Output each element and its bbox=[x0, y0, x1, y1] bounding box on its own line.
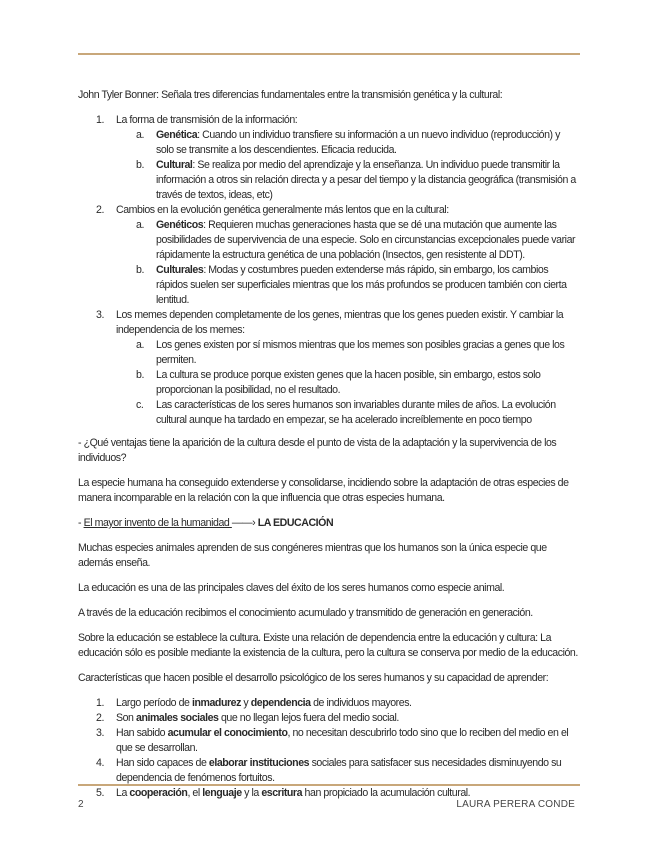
paragraph: Características que hacen posible el desarrollo psicológico de los seres humanos y su capacidad de aprender: bbox=[78, 672, 549, 684]
feature-item: 5. La cooperación, el lenguaje y la escritura han propiciado la acumulación cultural. bbox=[96, 787, 471, 799]
document-body bbox=[78, 88, 578, 801]
feature-item: 3. Han sabido acumular el conocimiento, no necesitan descubrirlo todo sino que lo reciben del medio en el que se desarrollan. bbox=[96, 727, 569, 754]
sub-list-item: c. Las características de los seres humanos son invariables durante miles de años. La evolución cultural aunque ha tardado en empezar, se ha acelerado increíblemente en poco tiempo bbox=[136, 399, 556, 426]
question-paragraph: - ¿Qué ventajas tiene la aparición de la cultura desde el punto de vista de la adaptación y la supervivencia de los individuos? bbox=[78, 437, 557, 464]
invento-line: - El mayor invento de la humanidad ——› LA EDUCACIÓN bbox=[78, 517, 334, 529]
paragraph: A través de la educación recibimos el conocimiento acumulado y transmitido de generación en generación. bbox=[78, 607, 533, 619]
paragraph: Sobre la educación se establece la cultura. Existe una relación de dependencia entre la educación y cultura: La educación sólo es posible mediante la existencia de la cultura, pero la cultura se conserva por medio de la educación. bbox=[78, 632, 578, 659]
sub-list-item: b. La cultura se produce porque existen genes que la hacen posible, sin embargo, estos solo proporcionan la posibilidad, no el resultado. bbox=[136, 369, 541, 396]
sub-list-item: a. Genética: Cuando un individuo transfiere su información a un nuevo individuo (reproducción) y solo se transmite a los descendientes. Eficacia reducida. bbox=[136, 129, 560, 156]
paragraph: Muchas especies animales aprenden de sus congéneres mientras que los humanos son la única especie que además enseña. bbox=[78, 542, 547, 569]
list-item: 3. Los memes dependen completamente de los genes, mientras que los genes pueden existir. Y cambiar la independencia de los memes: bbox=[96, 309, 564, 336]
sub-list-item: b. Culturales: Modas y costumbres pueden extenderse más rápido, sin embargo, los cambios rápidos suelen ser superficiales mientras que los más profundos se producen también con cierta lentitud. bbox=[136, 264, 567, 306]
feature-item: 2. Son animales sociales que no llegan lejos fuera del medio social. bbox=[96, 712, 399, 724]
sub-list-item: a. Los genes existen por sí mismos mientras que los memes son posibles gracias a genes que los permiten. bbox=[136, 339, 565, 366]
paragraph: La educación es una de las principales claves del éxito de los seres humanos como especie animal. bbox=[78, 582, 505, 594]
sub-list-item: a. Genéticos: Requieren muchas generaciones hasta que se dé una mutación que aumente las posibilidades de supervivencia de una especie. Solo en circunstancias excepcionales puede variar rápidamente la estructura genética de una población (Insectos, gen resistente al DDT). bbox=[136, 219, 576, 261]
page-number: 2 bbox=[78, 799, 84, 810]
feature-item: 4. Han sido capaces de elaborar instituciones sociales para satisfacer sus necesidades disminuyendo su dependencia de fenómenos fortuitos. bbox=[96, 757, 562, 784]
intro-paragraph: John Tyler Bonner: Señala tres diferencias fundamentales entre la transmisión genética y la cultural: bbox=[78, 89, 503, 101]
feature-item: 1. Largo período de inmadurez y dependencia de individuos mayores. bbox=[96, 697, 412, 709]
list-item: 2. Cambios en la evolución genética generalmente más lentos que en la cultural: bbox=[96, 204, 449, 216]
sub-list-item: b. Cultural: Se realiza por medio del aprendizaje y la enseñanza. Un individuo puede transmitir la información a otros sin relación directa y a pesar del tiempo y la distancia geográfica (transmisión a través de textos, ideas, etc) bbox=[136, 159, 576, 201]
list-item: 1. La forma de transmisión de la información: bbox=[96, 114, 298, 126]
header-rule bbox=[78, 53, 580, 55]
author-name: LAURA PERERA CONDE bbox=[456, 799, 575, 810]
footer-rule bbox=[78, 784, 580, 786]
paragraph: La especie humana ha conseguido extenderse y consolidarse, incidiendo sobre la adaptación de otras especies de manera incomparable en la relación con la que influencia que otras especies humana. bbox=[78, 477, 569, 504]
